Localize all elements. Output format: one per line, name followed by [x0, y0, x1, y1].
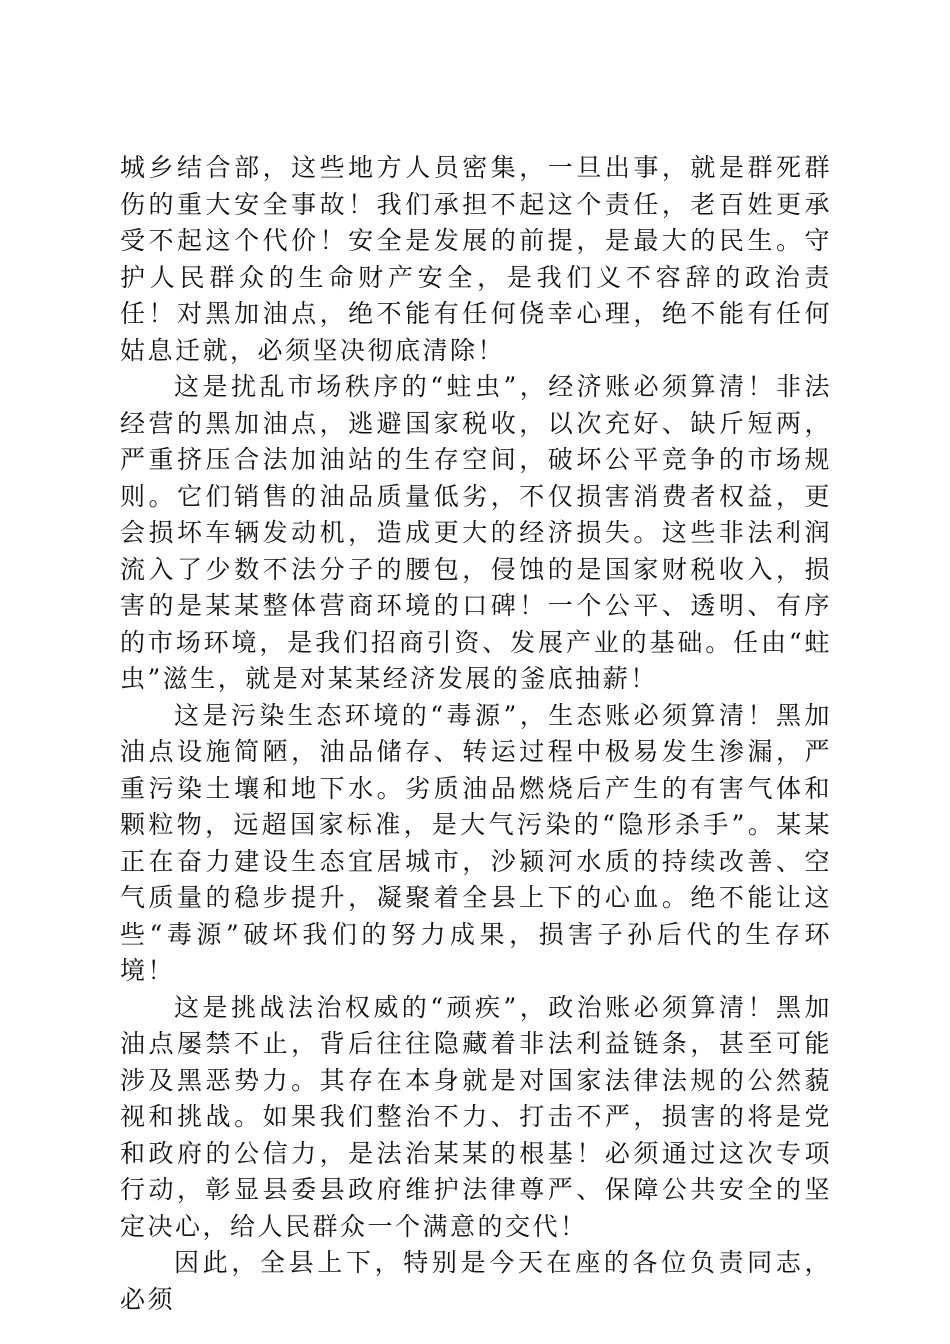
paragraph-economic-account: 这是扰乱市场秩序的“蛀虫”，经济账必须算清！非法经营的黑加油点，逃避国家税收，以次充好、缺斤短两，严重挤压合法加油站的生存空间，破坏公平竞争的市场规则。它们销售的油品质量低劣，不仅损害消费者权益，更会损坏车辆发动机，造成更大的经济损失。这些非法利润流入了少数不法分子的腰包，侵蚀的是国家财税收入，损害的是某某整体营商环境的口碑！一个公平、透明、有序的市场环境，是我们招商引资、发展产业的基础。任由“蛀虫”滋生，就是对某某经济发展的釜底抽薪！: [120, 372, 832, 693]
paragraph-ecological-account: 这是污染生态环境的“毒源”，生态账必须算清！黑加油点设施简陋，油品储存、转运过程中极易发生渗漏，严重污染土壤和地下水。劣质油品燃烧后产生的有害气体和颗粒物，远超国家标准，是大气污染的“隐形杀手”。某某正在奋力建设生态宜居城市，沙颍河水质的持续改善、空气质量的稳步提升，凝聚着全县上下的心血。绝不能让这些“毒源”破坏我们的努力成果，损害子孙后代的生存环境！: [120, 700, 832, 985]
paragraph-conclusion-start: 因此，全县上下，特别是今天在座的各位负责同志，必须: [120, 1248, 832, 1314]
paragraph-political-account: 这是挑战法治权威的“顽疾”，政治账必须算清！黑加油点屡禁不止，背后往往隐藏着非法利益链条，甚至可能涉及黑恶势力。其存在本身就是对国家法律法规的公然藐视和挑战。如果我们整治不力、打击不严，损害的将是党和政府的公信力，是法治某某的根基！必须通过这次专项行动，彰显县委县政府维护法律尊严、保障公共安全的坚定决心，给人民群众一个满意的交代！: [120, 992, 832, 1241]
paragraph-safety-continued: 城乡结合部，这些地方人员密集，一旦出事，就是群死群伤的重大安全事故！我们承担不起这个责任，老百姓更承受不起这个代价！安全是发展的前提，是最大的民生。守护人民群众的生命财产安全，是我们义不容辞的政治责任！对黑加油点，绝不能有任何侥幸心理，绝不能有任何姑息迁就，必须坚决彻底清除！: [120, 153, 832, 365]
body-text: [120, 150, 832, 1318]
